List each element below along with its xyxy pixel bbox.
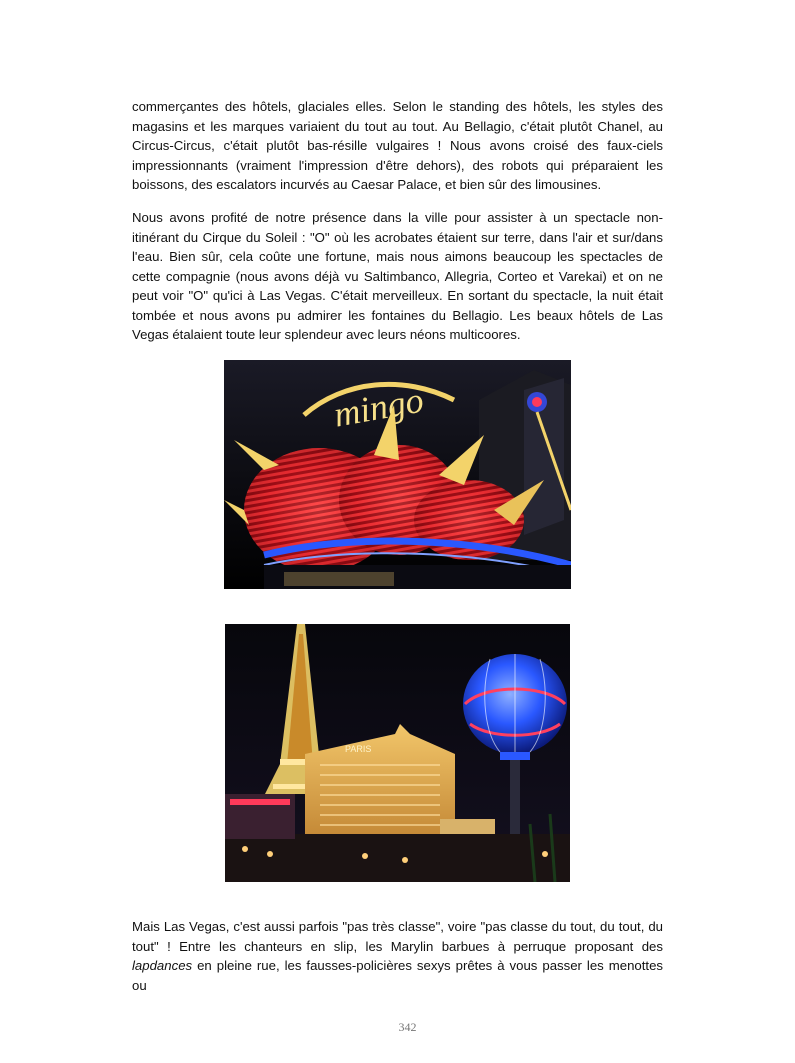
paragraph-not-classy bbox=[132, 917, 663, 995]
paragraph-not-classy-text-2: en pleine rue, les fausses-policières sexys prêtes à vous passer les menottes ou bbox=[132, 958, 663, 993]
page-number: 342 bbox=[398, 1020, 417, 1034]
paris-las-vegas-photo bbox=[225, 624, 570, 882]
paris-facade-text: PARIS bbox=[345, 744, 372, 754]
paris-las-vegas-illustration bbox=[225, 624, 570, 882]
paragraph-shops: commerçantes des hôtels, glaciales elles. Selon le standing des hôtels, les styles des magasins et les marques variaient du tout au tout. Au Bellagio, c'était plutôt Chanel, au Circus-Circus, c'était plutôt bas-résille vulgaires ! Nous avons croisé des faux-ciels impressionnants (vraiment l'impression d'être dehors), des robots qui préparaient les boissons, des escalators incurvés au Caesar Palace, et bien sûr des limousines. bbox=[132, 99, 663, 192]
lapdances-italic: lapdances bbox=[132, 958, 193, 973]
flamingo-sign-text: mingo bbox=[330, 379, 427, 435]
paragraph-cirque-du-soleil: Nous avons profité de notre présence dans la ville pour assister à un spectacle non-itinérant du Cirque du Soleil : "O" où les acrobates étaient sur terre, dans l'air et sur/dans l'eau. Bien sûr, cela coûte une fortune, mais nous aimons beaucoup les spectacles de cette compagnie (nous avons déjà vu Saltimbanco, Allegria, Corteo et Varekai) et on ne peut voir "O" qu'ici à Las Vegas. C'était merveilleux. En sortant du spectacle, la nuit était tombée et nous avons pu admirer les fontaines du Bellagio. Les beaux hôtels de Las Vegas étalaient toute leur splendeur avec leurs néons multicoores. bbox=[132, 210, 663, 342]
flamingo-neon-illustration bbox=[224, 360, 571, 589]
flamingo-neon-photo bbox=[224, 360, 571, 589]
paragraph-not-classy-text-1: Mais Las Vegas, c'est aussi parfois "pas très classe", voire "pas classe du tout, du tout, du tout" ! Entre les chanteurs en slip, les Marylin barbues à perruque proposant des bbox=[132, 919, 663, 954]
